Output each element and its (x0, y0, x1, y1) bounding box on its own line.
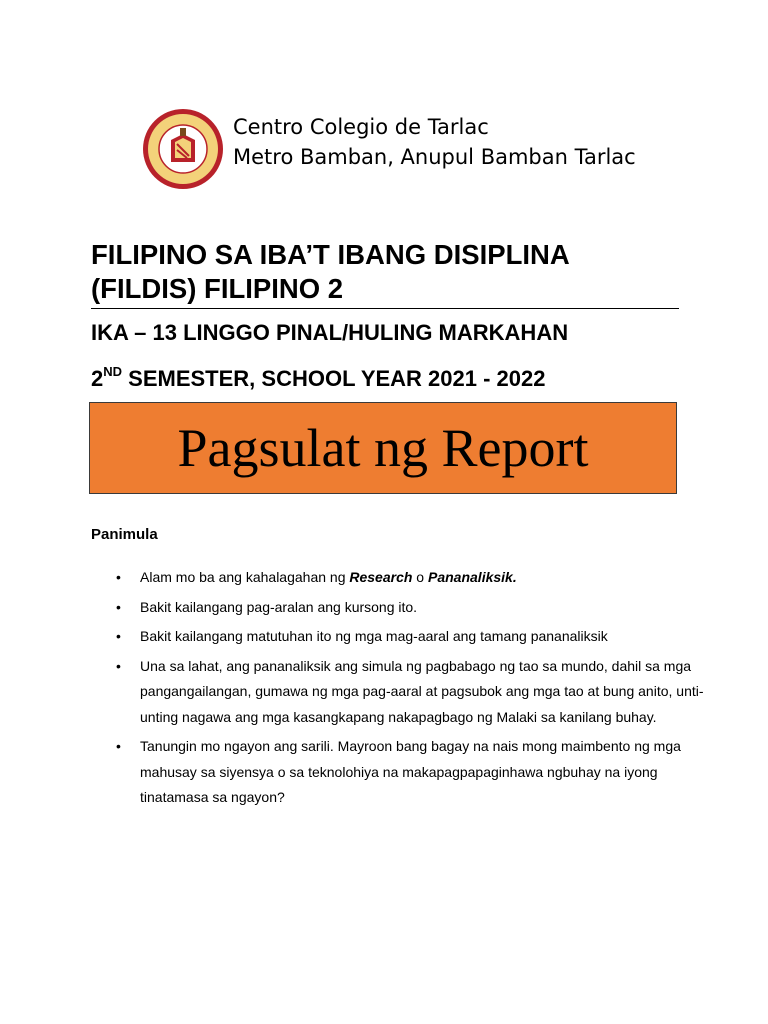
semester-number: 2 (91, 366, 104, 391)
school-header (141, 108, 661, 190)
bullet-icon: • (116, 657, 121, 674)
section-heading: Panimula (91, 526, 158, 543)
list-item: • Bakit kailangang pag-aralan ang kursong ito. (116, 595, 706, 621)
semester-suffix: ND (103, 364, 123, 379)
bullet-icon: • (116, 738, 121, 754)
school-address: Metro Bamban, Anupul Bamban Tarlac (233, 145, 636, 169)
list-item: • Bakit kailangang matutuhan ito ng mga mag-aaral ang tamang pananaliksik (116, 624, 706, 650)
bullet-icon: • (116, 569, 121, 585)
topic-banner (89, 402, 677, 494)
semester-rest: SEMESTER, SCHOOL YEAR 2021 - 2022 (122, 366, 546, 391)
semester-label (91, 366, 546, 392)
subject-title (91, 238, 679, 309)
banner-title: Pagsulat ng Report (177, 418, 589, 478)
subject-title-line1: FILIPINO SA IBA’T IBANG DISIPLINA (91, 239, 570, 270)
bullet-icon: • (116, 628, 121, 644)
list-item: • Alam mo ba ang kahalagahan ng Research o Pananaliksik. (116, 565, 706, 591)
subject-title-line2: (FILDIS) FILIPINO 2 (91, 273, 344, 304)
school-name: Centro Colegio de Tarlac (233, 115, 489, 139)
intro-bullet-list (116, 565, 706, 815)
list-item: • Una sa lahat, ang pananaliksik ang simula ng pagbabago ng tao sa mundo, dahil sa mga pangangailangan, gumawa ng mga pag-aaral at pagsubok ang mga tao at bung anito, unti-unting nagawa ang mga kasangkapang nakapagbago ng Malaki sa kanilang buhay. (116, 654, 706, 731)
week-label: IKA – 13 LINGGO PINAL/HULING MARKAHAN (91, 320, 569, 345)
list-item: • Tanungin mo ngayon ang sarili. Mayroon bang bagay na nais mong maimbento ng mga mahusay sa siyensya o sa teknolohiya na makapagpapaginhawa ngbuhay na iyong tinatamasa sa ngayon? (116, 734, 706, 811)
school-seal-icon (141, 108, 225, 190)
bullet-icon: • (116, 598, 121, 615)
